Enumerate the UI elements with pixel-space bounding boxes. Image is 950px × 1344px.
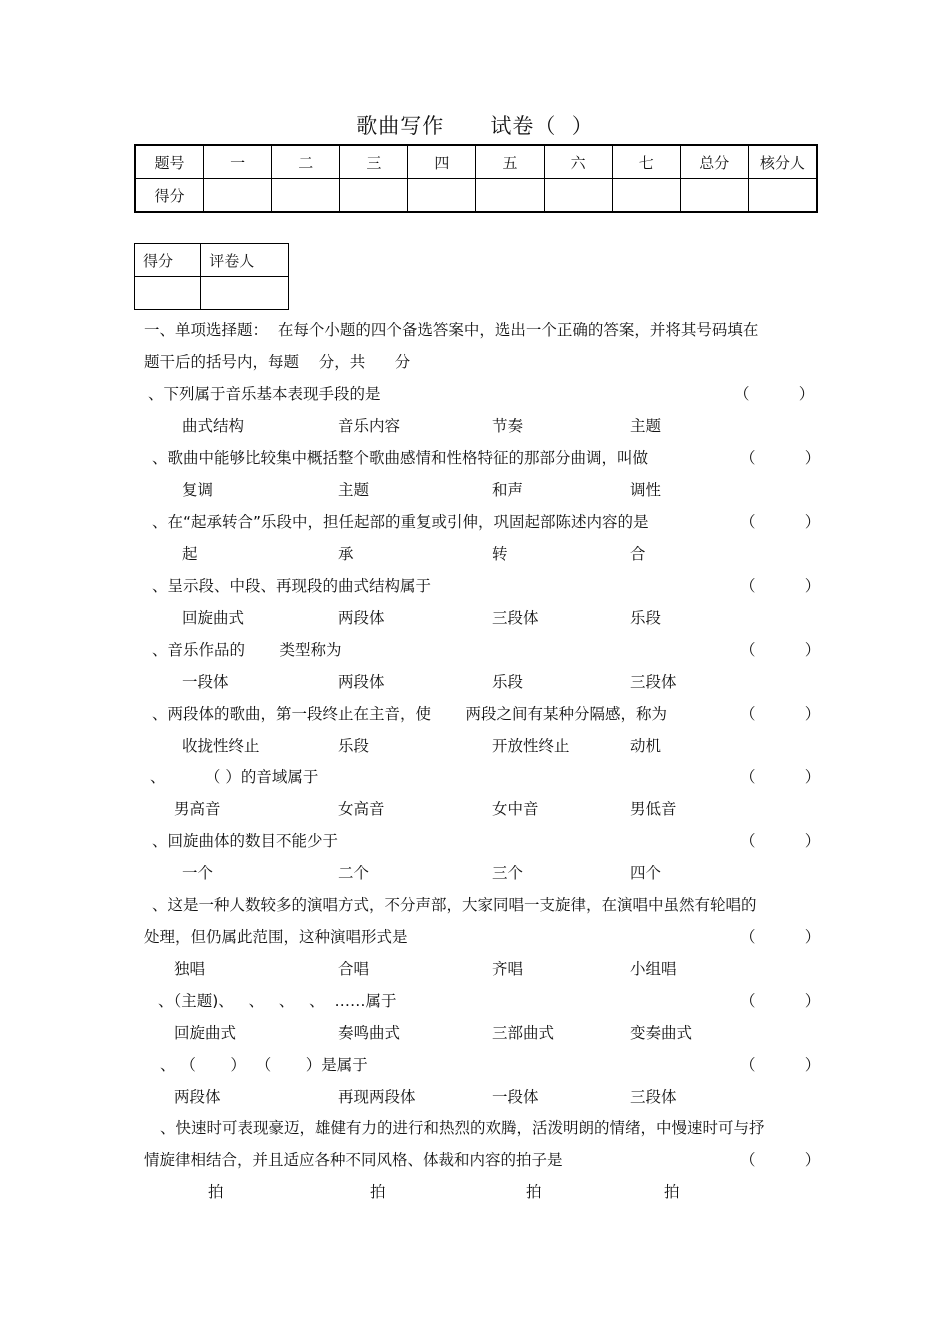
- option-b: 拍: [370, 1183, 386, 1201]
- page-title: 歌曲写作 试卷（ ）: [356, 114, 594, 138]
- header-cell-6: 六: [544, 145, 612, 179]
- option-c: 一段体: [492, 1088, 539, 1106]
- question-stem: 、下列属于音乐基本表现手段的是: [148, 385, 381, 403]
- header-cell-total: 总分: [680, 145, 748, 179]
- question-stem: 、（主题)、 、 、 、 ……属于: [158, 992, 397, 1010]
- option-d: 合: [630, 545, 646, 563]
- option-c: 节奏: [492, 417, 524, 435]
- question-stem: 情旋律相结合，并且适应各种不同风格、体裁和内容的拍子是: [144, 1151, 563, 1169]
- option-b: 两段体: [338, 673, 385, 691]
- option-a: 收拢性终止: [182, 737, 260, 755]
- answer-bracket[interactable]: （ ）: [740, 641, 821, 659]
- answer-bracket[interactable]: （ ）: [740, 928, 821, 946]
- header-cell-4: 四: [408, 145, 476, 179]
- option-b: 奏鸣曲式: [338, 1024, 401, 1042]
- section-instruction-line-1: 一、单项选择题： 在每个小题的四个备选答案中，选出一个正确的答案，并将其号码填在: [144, 321, 759, 339]
- grader-name-cell[interactable]: [201, 277, 289, 310]
- header-cell-7: 七: [612, 145, 680, 179]
- answer-bracket[interactable]: （ ）: [740, 768, 821, 786]
- option-c: 和声: [492, 481, 524, 499]
- question-stem: 、 （ ）的音域属于: [150, 768, 319, 786]
- grader-table: [134, 243, 289, 310]
- question-stem: 、在“起承转合”乐段中，担任起部的重复或引伸，巩固起部陈述内容的是: [152, 513, 649, 531]
- option-d: 四个: [630, 864, 662, 882]
- header-cell-5: 五: [476, 145, 544, 179]
- grader-name-label: 评卷人: [201, 244, 289, 277]
- grader-score-cell[interactable]: [135, 277, 201, 310]
- option-d: 小组唱: [630, 960, 677, 978]
- option-d: 主题: [630, 417, 662, 435]
- option-a: 一个: [182, 864, 214, 882]
- option-a: 起: [182, 545, 198, 563]
- option-c: 女中音: [492, 800, 539, 818]
- question-stem: 处理，但仍属此范围，这种演唱形式是: [144, 928, 408, 946]
- option-b: 乐段: [338, 737, 370, 755]
- option-d: 调性: [630, 481, 662, 499]
- question-stem: 、这是一种人数较多的演唱方式，不分声部，大家同唱一支旋律，在演唱中虽然有轮唱的: [152, 896, 757, 914]
- score-cell[interactable]: [544, 179, 612, 213]
- option-a: 男高音: [174, 800, 221, 818]
- option-a: 回旋曲式: [182, 609, 245, 627]
- option-c: 乐段: [492, 673, 524, 691]
- answer-bracket[interactable]: （ ）: [740, 449, 821, 467]
- question-stem: 、快速时可表现豪迈，雄健有力的进行和热烈的欢腾，活泼明朗的情绪，中慢速时可与抒: [160, 1119, 765, 1137]
- option-c: 三部曲式: [492, 1024, 555, 1042]
- option-b: 音乐内容: [338, 417, 401, 435]
- option-d: 男低音: [630, 800, 677, 818]
- option-a: 曲式结构: [182, 417, 245, 435]
- score-cell[interactable]: [340, 179, 408, 213]
- answer-bracket[interactable]: （ ）: [740, 705, 821, 723]
- question-stem: 、 （ ） （ ）是属于: [160, 1056, 368, 1074]
- answer-bracket[interactable]: （ ）: [740, 1151, 821, 1169]
- question-stem: 、歌曲中能够比较集中概括整个歌曲感情和性格特征的那部分曲调，叫做: [152, 449, 649, 467]
- option-d: 乐段: [630, 609, 662, 627]
- score-cell[interactable]: [272, 179, 340, 213]
- option-c: 开放性终止: [492, 737, 570, 755]
- option-b: 两段体: [338, 609, 385, 627]
- option-b: 承: [338, 545, 354, 563]
- option-d: 三段体: [630, 673, 677, 691]
- option-d: 动机: [630, 737, 662, 755]
- question-stem: 、呈示段、中段、再现段的曲式结构属于: [152, 577, 432, 595]
- score-cell[interactable]: [408, 179, 476, 213]
- header-cell-checker: 核分人: [748, 145, 817, 179]
- question-stem: 、回旋曲体的数目不能少于: [152, 832, 339, 850]
- answer-bracket[interactable]: （ ）: [740, 1056, 821, 1074]
- score-row-label: 得分: [135, 179, 204, 213]
- score-cell[interactable]: [748, 179, 817, 213]
- score-table: [134, 144, 818, 213]
- option-a: 复调: [182, 481, 214, 499]
- score-cell[interactable]: [612, 179, 680, 213]
- score-table-score-row: [135, 179, 817, 213]
- option-a: 两段体: [174, 1088, 221, 1106]
- answer-bracket[interactable]: （ ）: [740, 577, 821, 595]
- answer-bracket[interactable]: （ ）: [740, 992, 821, 1010]
- option-c: 三个: [492, 864, 524, 882]
- grader-score-label: 得分: [135, 244, 201, 277]
- question-stem: 、两段体的歌曲，第一段终止在主音，使 两段之间有某种分隔感，称为: [152, 705, 667, 723]
- header-cell-number: 题号: [135, 145, 204, 179]
- option-b: 再现两段体: [338, 1088, 416, 1106]
- option-a: 一段体: [182, 673, 229, 691]
- answer-bracket[interactable]: （ ）: [740, 832, 821, 850]
- option-d: 三段体: [630, 1088, 677, 1106]
- option-b: 合唱: [338, 960, 370, 978]
- option-a: 回旋曲式: [174, 1024, 237, 1042]
- answer-bracket[interactable]: （ ）: [734, 385, 815, 403]
- score-cell[interactable]: [476, 179, 544, 213]
- option-d: 拍: [664, 1183, 680, 1201]
- option-b: 女高音: [338, 800, 385, 818]
- option-b: 主题: [338, 481, 370, 499]
- score-cell[interactable]: [680, 179, 748, 213]
- option-b: 二个: [338, 864, 370, 882]
- option-a: 拍: [208, 1183, 224, 1201]
- question-stem: 、音乐作品的 类型称为: [152, 641, 342, 659]
- score-cell[interactable]: [204, 179, 272, 213]
- option-c: 齐唱: [492, 960, 524, 978]
- header-cell-3: 三: [340, 145, 408, 179]
- score-table-header-row: [135, 145, 817, 179]
- option-c: 三段体: [492, 609, 539, 627]
- header-cell-1: 一: [204, 145, 272, 179]
- option-d: 变奏曲式: [630, 1024, 693, 1042]
- section-instruction-line-2: 题干后的括号内，每题 分，共 分: [144, 353, 411, 371]
- option-a: 独唱: [174, 960, 206, 978]
- option-c: 拍: [526, 1183, 542, 1201]
- header-cell-2: 二: [272, 145, 340, 179]
- option-c: 转: [492, 545, 508, 563]
- answer-bracket[interactable]: （ ）: [740, 513, 821, 531]
